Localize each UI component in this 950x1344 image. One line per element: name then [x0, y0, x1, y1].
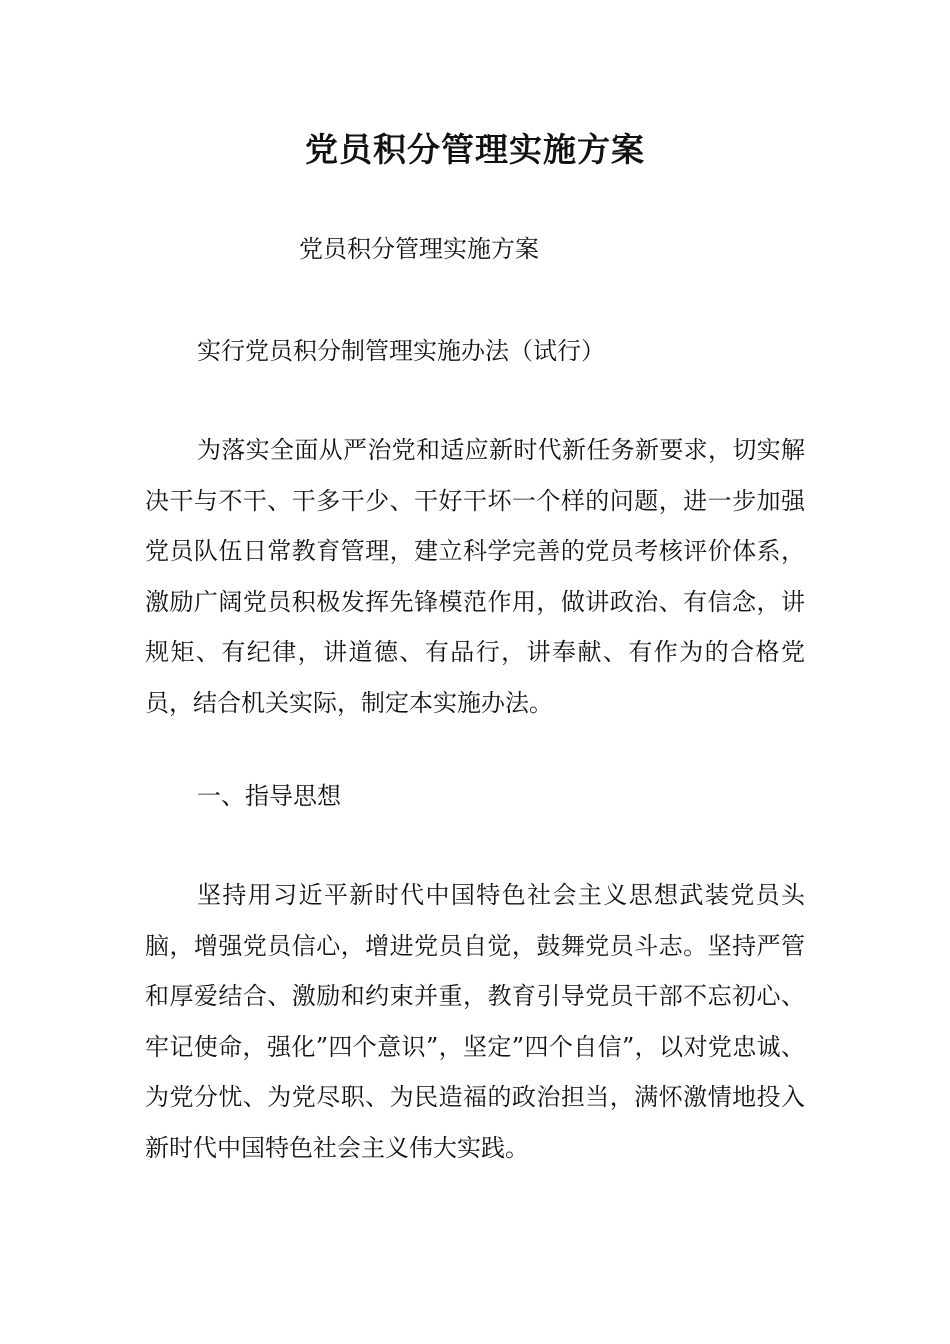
method-title: 实行党员积分制管理实施办法（试行）	[197, 337, 605, 365]
document-subtitle: 党员积分管理实施方案	[299, 235, 539, 263]
section-heading-guiding-ideology: 一、指导思想	[197, 782, 341, 810]
intro-paragraph: 为落实全面从严治党和适应新时代新任务新要求，切实解决干与不干、干多干少、干好干坏一个样的问题，进一步加强党员队伍日常教育管理，建立科学完善的党员考核评价体系，激励广阔党员积极发挥先锋模范作用，做讲政治、有信念，讲规矩、有纪律，讲道德、有品行，讲奉献、有作为的合格党员，结合机关实际，制定本实施办法。	[145, 436, 805, 717]
document-title: 党员积分管理实施方案	[305, 130, 645, 169]
section-paragraph-guiding-ideology: 坚持用习近平新时代中国特色社会主义思想武装党员头脑，增强党员信心，增进党员自觉，鼓舞党员斗志。坚持严管和厚爱结合、激励和约束并重，教育引导党员干部不忘初心、牢记使命，强化”四个意识”，坚定”四个自信”，以对党忠诚、为党分忧、为党尽职、为民造福的政治担当，满怀激情地投入新时代中国特色社会主义伟大实践。	[145, 881, 805, 1162]
